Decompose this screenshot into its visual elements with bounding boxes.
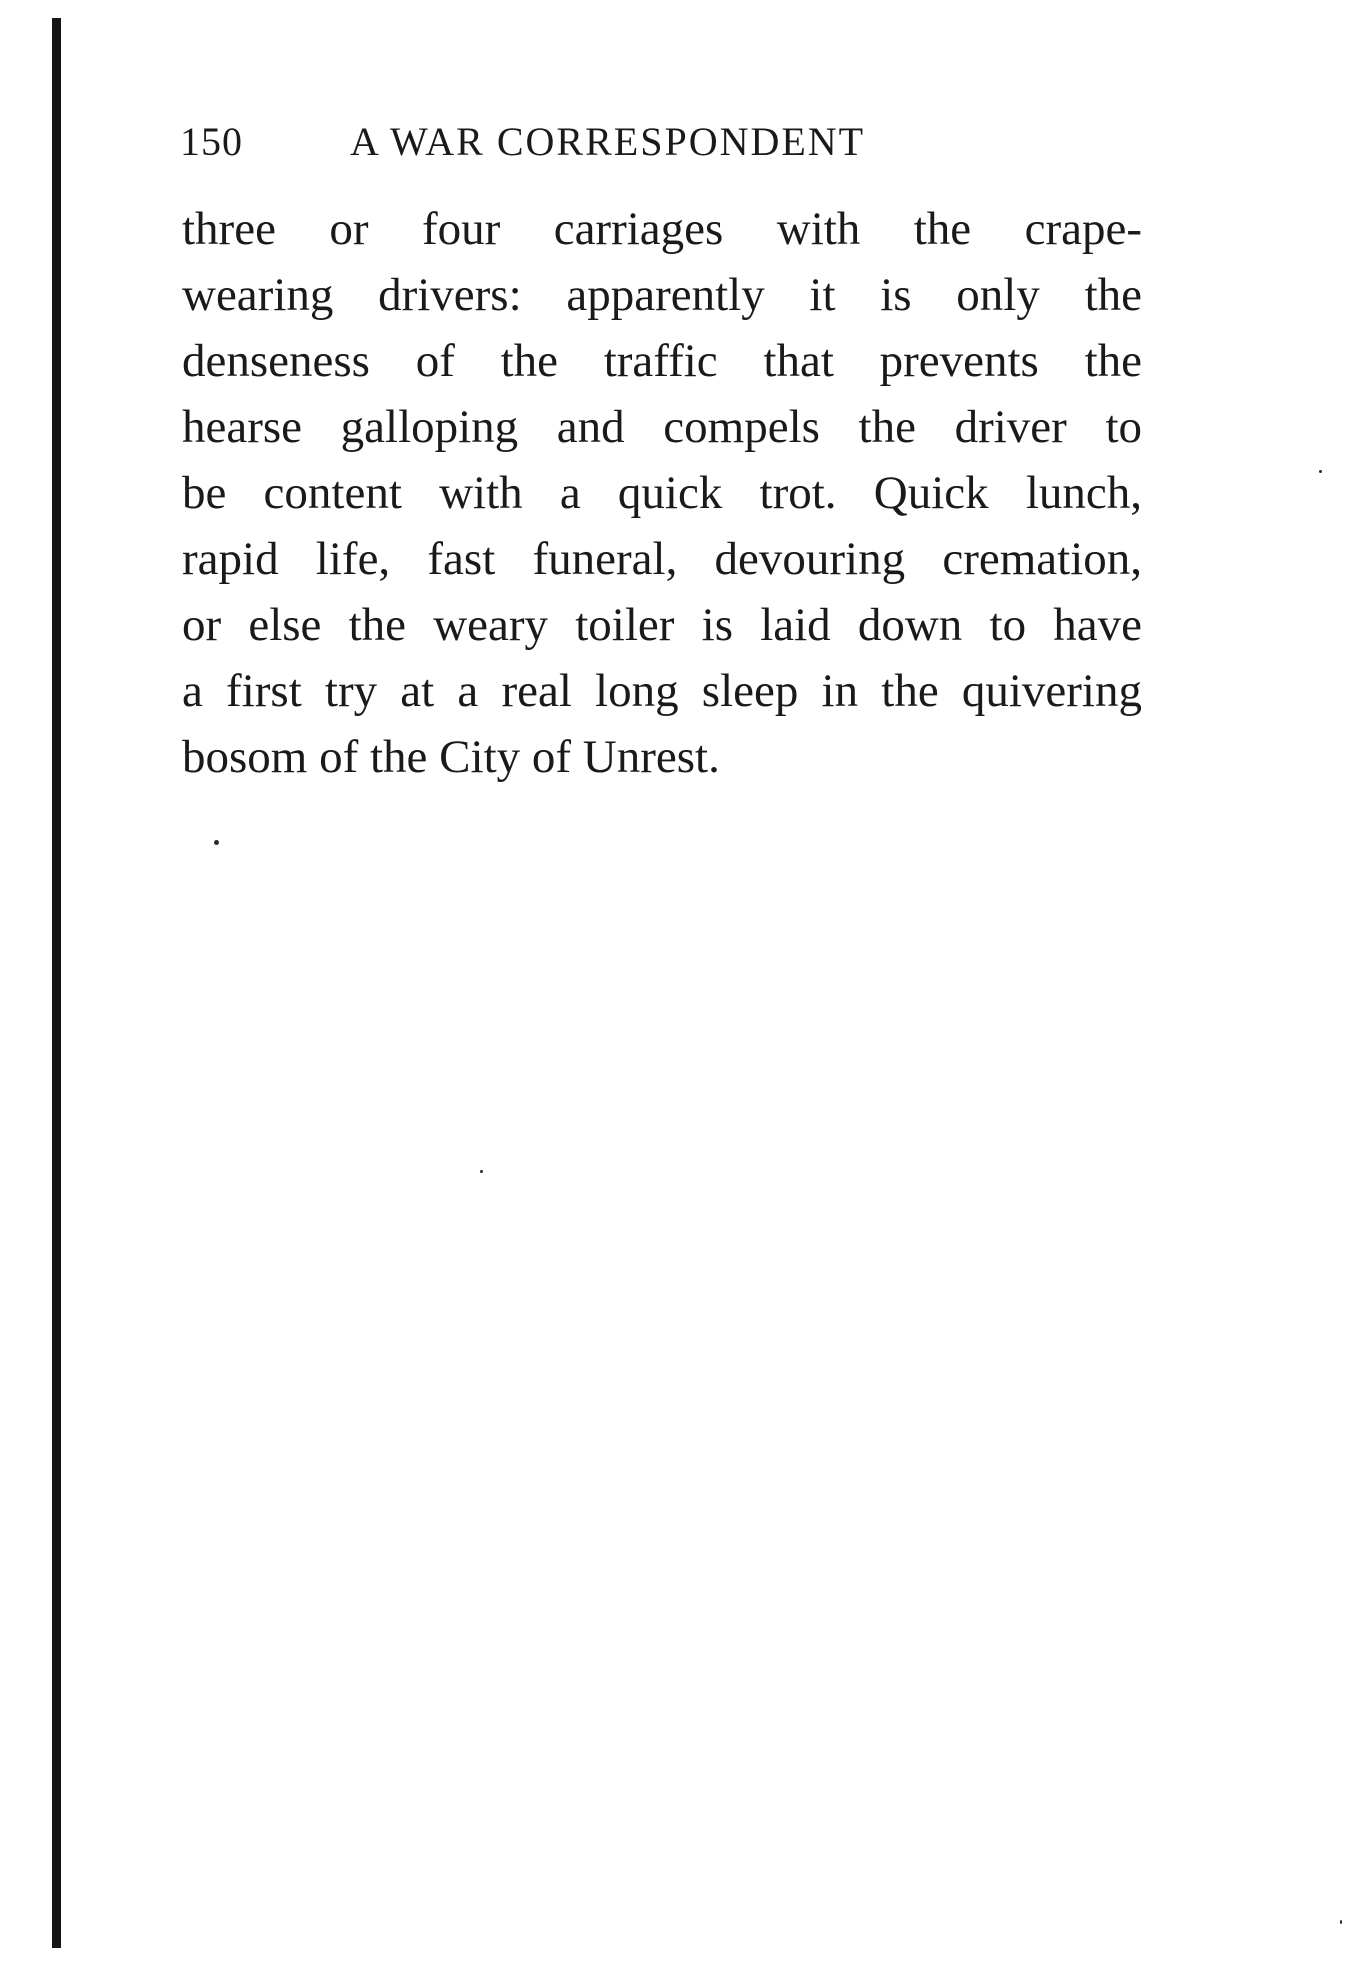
- ink-speck: [214, 840, 219, 845]
- ink-speck: [1319, 470, 1322, 473]
- page-number: 150: [180, 119, 243, 164]
- text-line: wearing drivers: apparently it is only the: [182, 269, 1142, 321]
- ink-speck: [1340, 1920, 1342, 1924]
- text-line: be content with a quick trot. Quick lunch,: [182, 467, 1142, 519]
- ink-speck: [480, 1170, 483, 1173]
- text-line: three or four carriages with the crape-: [182, 203, 1142, 255]
- text-line: hearse galloping and compels the driver to: [182, 401, 1142, 453]
- running-title: A WAR CORRESPONDENT: [350, 119, 866, 164]
- binding-edge: [52, 18, 61, 1948]
- text-line: denseness of the traffic that prevents the: [182, 335, 1142, 387]
- text-line: or else the weary toiler is laid down to have: [182, 599, 1142, 651]
- running-head: [180, 112, 980, 172]
- body-text: [182, 196, 1142, 790]
- text-line: rapid life, fast funeral, devouring cremation,: [182, 533, 1142, 585]
- text-line: bosom of the City of Unrest.: [182, 731, 720, 783]
- text-line: a first try at a real long sleep in the quivering: [182, 665, 1142, 717]
